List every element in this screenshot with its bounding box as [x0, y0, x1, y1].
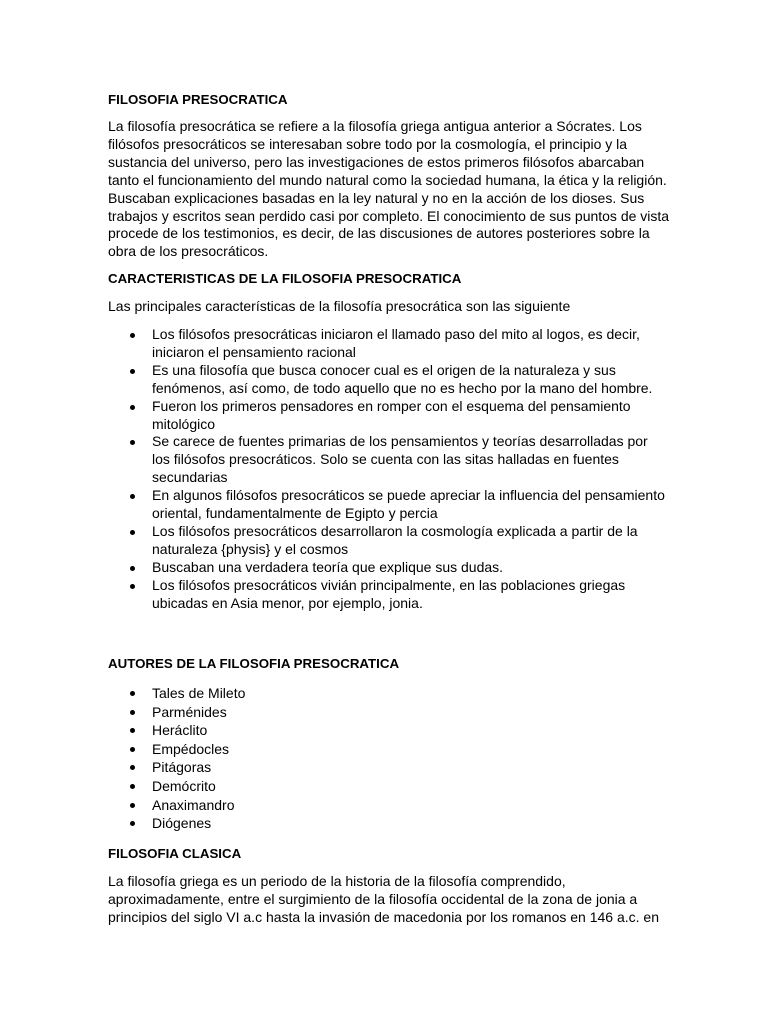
characteristics-list	[108, 326, 668, 613]
list-item-line: mitológico	[152, 415, 216, 432]
clasica-line: La filosofía griega es un periodo de la historia de la filosofía comprendido,	[108, 873, 566, 889]
bullet-icon	[130, 710, 135, 715]
authors-list	[108, 684, 668, 833]
heading-filosofia-clasica: FILOSOFIA CLASICA	[108, 846, 242, 861]
list-item	[108, 721, 668, 740]
bullet-icon	[130, 530, 135, 535]
list-item	[108, 703, 668, 722]
list-item-line: En algunos filósofos presocráticos se puede apreciar la influencia del pensamiento	[152, 487, 665, 504]
intro-line: sustancia del universo, pero las investigaciones de estos primeros filósofos abarcaban	[108, 153, 645, 170]
author-name: Heráclito	[152, 722, 208, 739]
list-item	[108, 814, 668, 833]
list-item-line: naturaleza {physis} y el cosmos	[152, 540, 349, 557]
bullet-icon	[130, 566, 135, 571]
list-item	[108, 777, 668, 796]
bullet-icon	[130, 369, 135, 374]
list-item-line: los filósofos presocráticos. Solo se cuenta con las sitas halladas en fuentes	[152, 451, 619, 468]
intro-line: obra de los presocráticos.	[108, 243, 269, 260]
list-item	[108, 758, 668, 777]
list-item-line: Los filósofos presocráticas iniciaron el llamado paso del mito al logos, es decir,	[152, 326, 640, 342]
author-name: Demócrito	[152, 777, 216, 794]
bullet-icon	[130, 784, 135, 789]
intro-line: tanto el funcionamiento del mundo natural como la sociedad humana, la ética y la religión.	[108, 171, 667, 188]
bullet-icon	[130, 821, 135, 826]
bullet-icon	[130, 440, 135, 445]
list-item-line: Se carece de fuentes primarias de los pensamientos y teorías desarrolladas por	[152, 433, 648, 450]
list-item	[108, 326, 668, 362]
heading-autores: AUTORES DE LA FILOSOFIA PRESOCRATICA	[108, 656, 400, 671]
heading-caracteristicas: CARACTERISTICAS DE LA FILOSOFIA PRESOCRATICA	[108, 271, 462, 286]
list-item	[108, 523, 668, 559]
list-item-line: fenómenos, así como, de todo aquello que no es hecho por la mano del hombre.	[152, 379, 653, 396]
list-item	[108, 487, 668, 523]
intro-line: procede de los testimonios, es decir, de las discusiones de autores posteriores sobre la	[108, 225, 650, 242]
author-name: Parménides	[152, 703, 227, 720]
bullet-icon	[130, 333, 135, 338]
intro-line: trabajos y escritos sean perdido casi por completo. El conocimiento de sus puntos de vista	[108, 207, 670, 224]
clasica-paragraph	[108, 873, 668, 927]
heading-filosofia-presocratica: FILOSOFIA PRESOCRATICA	[108, 92, 288, 107]
bullet-icon	[130, 803, 135, 808]
bullet-icon	[130, 584, 135, 589]
list-item-line: iniciaron el pensamiento racional	[152, 343, 356, 360]
list-item-line: Fueron los primeros pensadores en romper con el esquema del pensamiento	[152, 397, 631, 414]
characteristics-intro-text: Las principales características de la filosofía presocrática son las siguiente	[108, 298, 571, 314]
bullet-icon	[130, 728, 135, 733]
list-item	[108, 362, 668, 398]
list-item-line: Los filósofos presocráticos desarrollaron la cosmología explicada a partir de la	[152, 522, 638, 539]
intro-line: filósofos presocráticos se interesaban sobre todo por la cosmología, el principio y la	[108, 135, 628, 152]
author-name: Diógenes	[152, 815, 212, 832]
list-item	[108, 796, 668, 815]
list-item-line: secundarias	[152, 469, 228, 486]
author-name: Anaximandro	[152, 796, 235, 813]
author-name: Tales de Mileto	[152, 685, 246, 701]
list-item	[108, 433, 668, 487]
list-item	[108, 398, 668, 434]
intro-line: Buscaban explicaciones basadas en la ley natural y no en la acción de los dioses. Sus	[108, 189, 645, 206]
bullet-icon	[130, 691, 135, 696]
list-item	[108, 740, 668, 759]
list-item-line: Es una filosofía que busca conocer cual es el origen de la naturaleza y sus	[152, 361, 616, 378]
intro-line: La filosofía presocrática se refiere a la filosofía griega antigua anterior a Sócrates. Los	[108, 118, 642, 134]
bullet-icon	[130, 494, 135, 499]
list-item-line: ubicadas en Asia menor, por ejemplo, jonia.	[152, 594, 423, 611]
list-item	[108, 559, 668, 577]
bullet-icon	[130, 765, 135, 770]
list-item-line: Los filósofos presocráticos vivián principalmente, en las poblaciones griegas	[152, 576, 626, 593]
bullet-icon	[130, 405, 135, 410]
author-name: Pitágoras	[152, 759, 212, 776]
author-name: Empédocles	[152, 740, 230, 757]
list-item-line: Buscaban una verdadera teoría que explique sus dudas.	[152, 558, 504, 575]
bullet-icon	[130, 747, 135, 752]
characteristics-intro	[108, 298, 668, 316]
clasica-line: aproximadamente, entre el surgimiento de la filosofía occidental de la zona de jonia a	[108, 890, 638, 907]
list-item-line: oriental, fundamentalmente de Egipto y percia	[152, 505, 438, 522]
list-item	[108, 684, 668, 703]
intro-paragraph	[108, 118, 668, 261]
list-item	[108, 577, 668, 613]
clasica-line: principios del siglo VI a.c hasta la invasión de macedonia por los romanos en 146 a.c. en	[108, 908, 659, 925]
